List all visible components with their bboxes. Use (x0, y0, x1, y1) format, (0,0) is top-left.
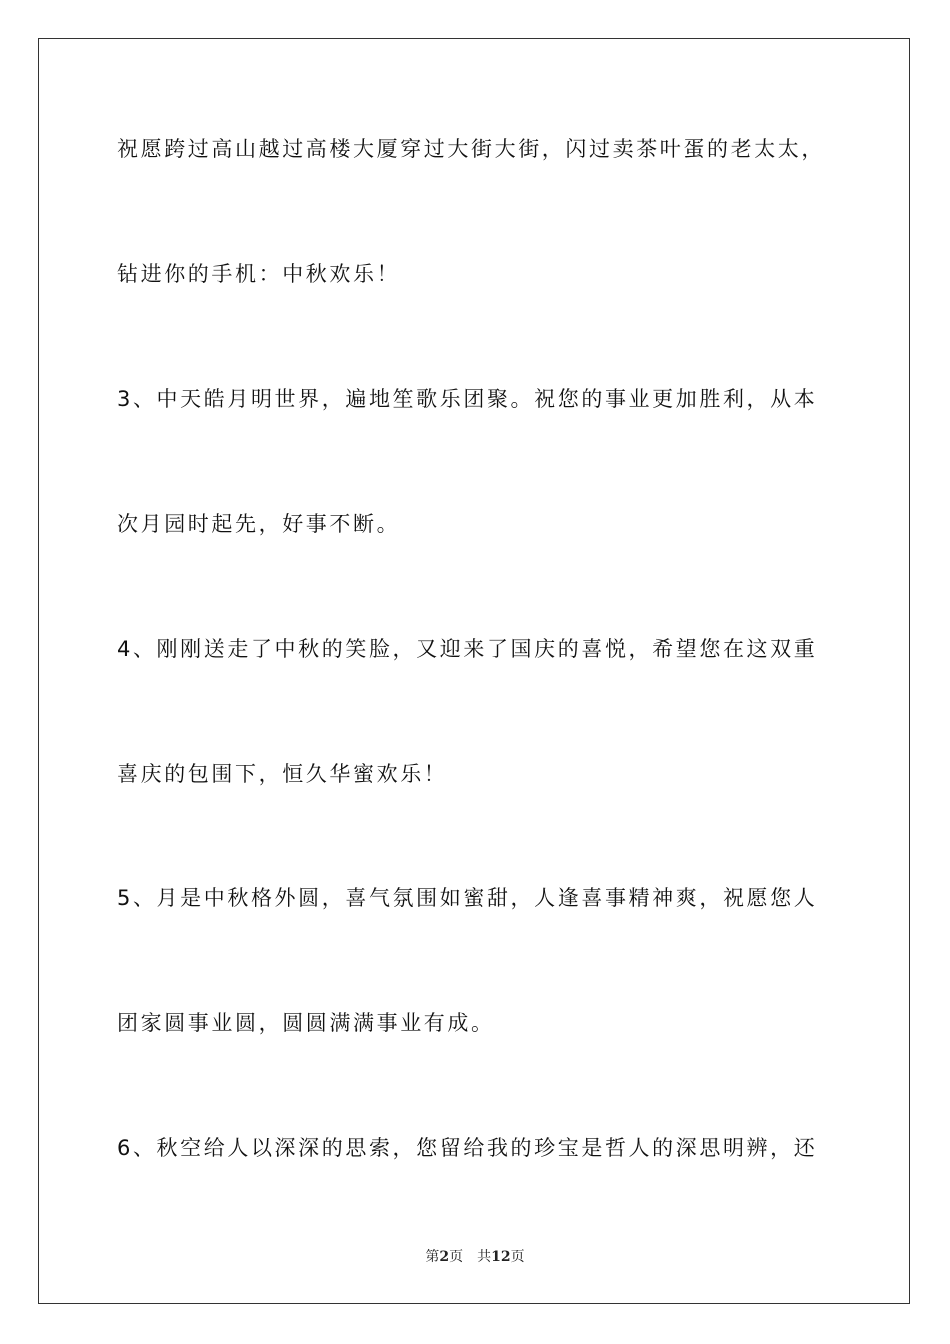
page-total-prefix: 共 (477, 1249, 492, 1265)
page-border (38, 38, 910, 1304)
page-footer (0, 1248, 950, 1266)
body-line-4: 次月园时起先，好事不断。 (117, 512, 401, 536)
body-line-2: 钻进你的手机：中秋欢乐！ (117, 262, 401, 286)
body-line-3: 3、中天皓月明世界，遍地笙歌乐团聚。祝您的事业更加胜利，从本 (117, 387, 818, 411)
page-number-current: 2 (439, 1249, 450, 1265)
body-line-8: 团家圆事业圆，圆圆满满事业有成。 (117, 1011, 495, 1035)
body-line-9: 6、秋空给人以深深的思索，您留给我的珍宝是哲人的深思明辨，还 (117, 1136, 818, 1160)
page-total-count: 12 (491, 1249, 511, 1265)
page-total-suffix: 页 (510, 1249, 525, 1265)
body-line-6: 喜庆的包围下，恒久华蜜欢乐！ (117, 762, 448, 786)
body-line-7: 5、月是中秋格外圆，喜气氛围如蜜甜，人逢喜事精神爽，祝愿您人 (117, 886, 818, 910)
body-line-1: 祝愿跨过高山越过高楼大厦穿过大街大街，闪过卖茶叶蛋的老太太， (117, 137, 825, 161)
page-number-suffix: 页 (449, 1249, 464, 1265)
body-line-5: 4、刚刚送走了中秋的笑脸，又迎来了国庆的喜悦，希望您在这双重 (117, 637, 818, 661)
page-number-prefix: 第 (425, 1249, 440, 1265)
